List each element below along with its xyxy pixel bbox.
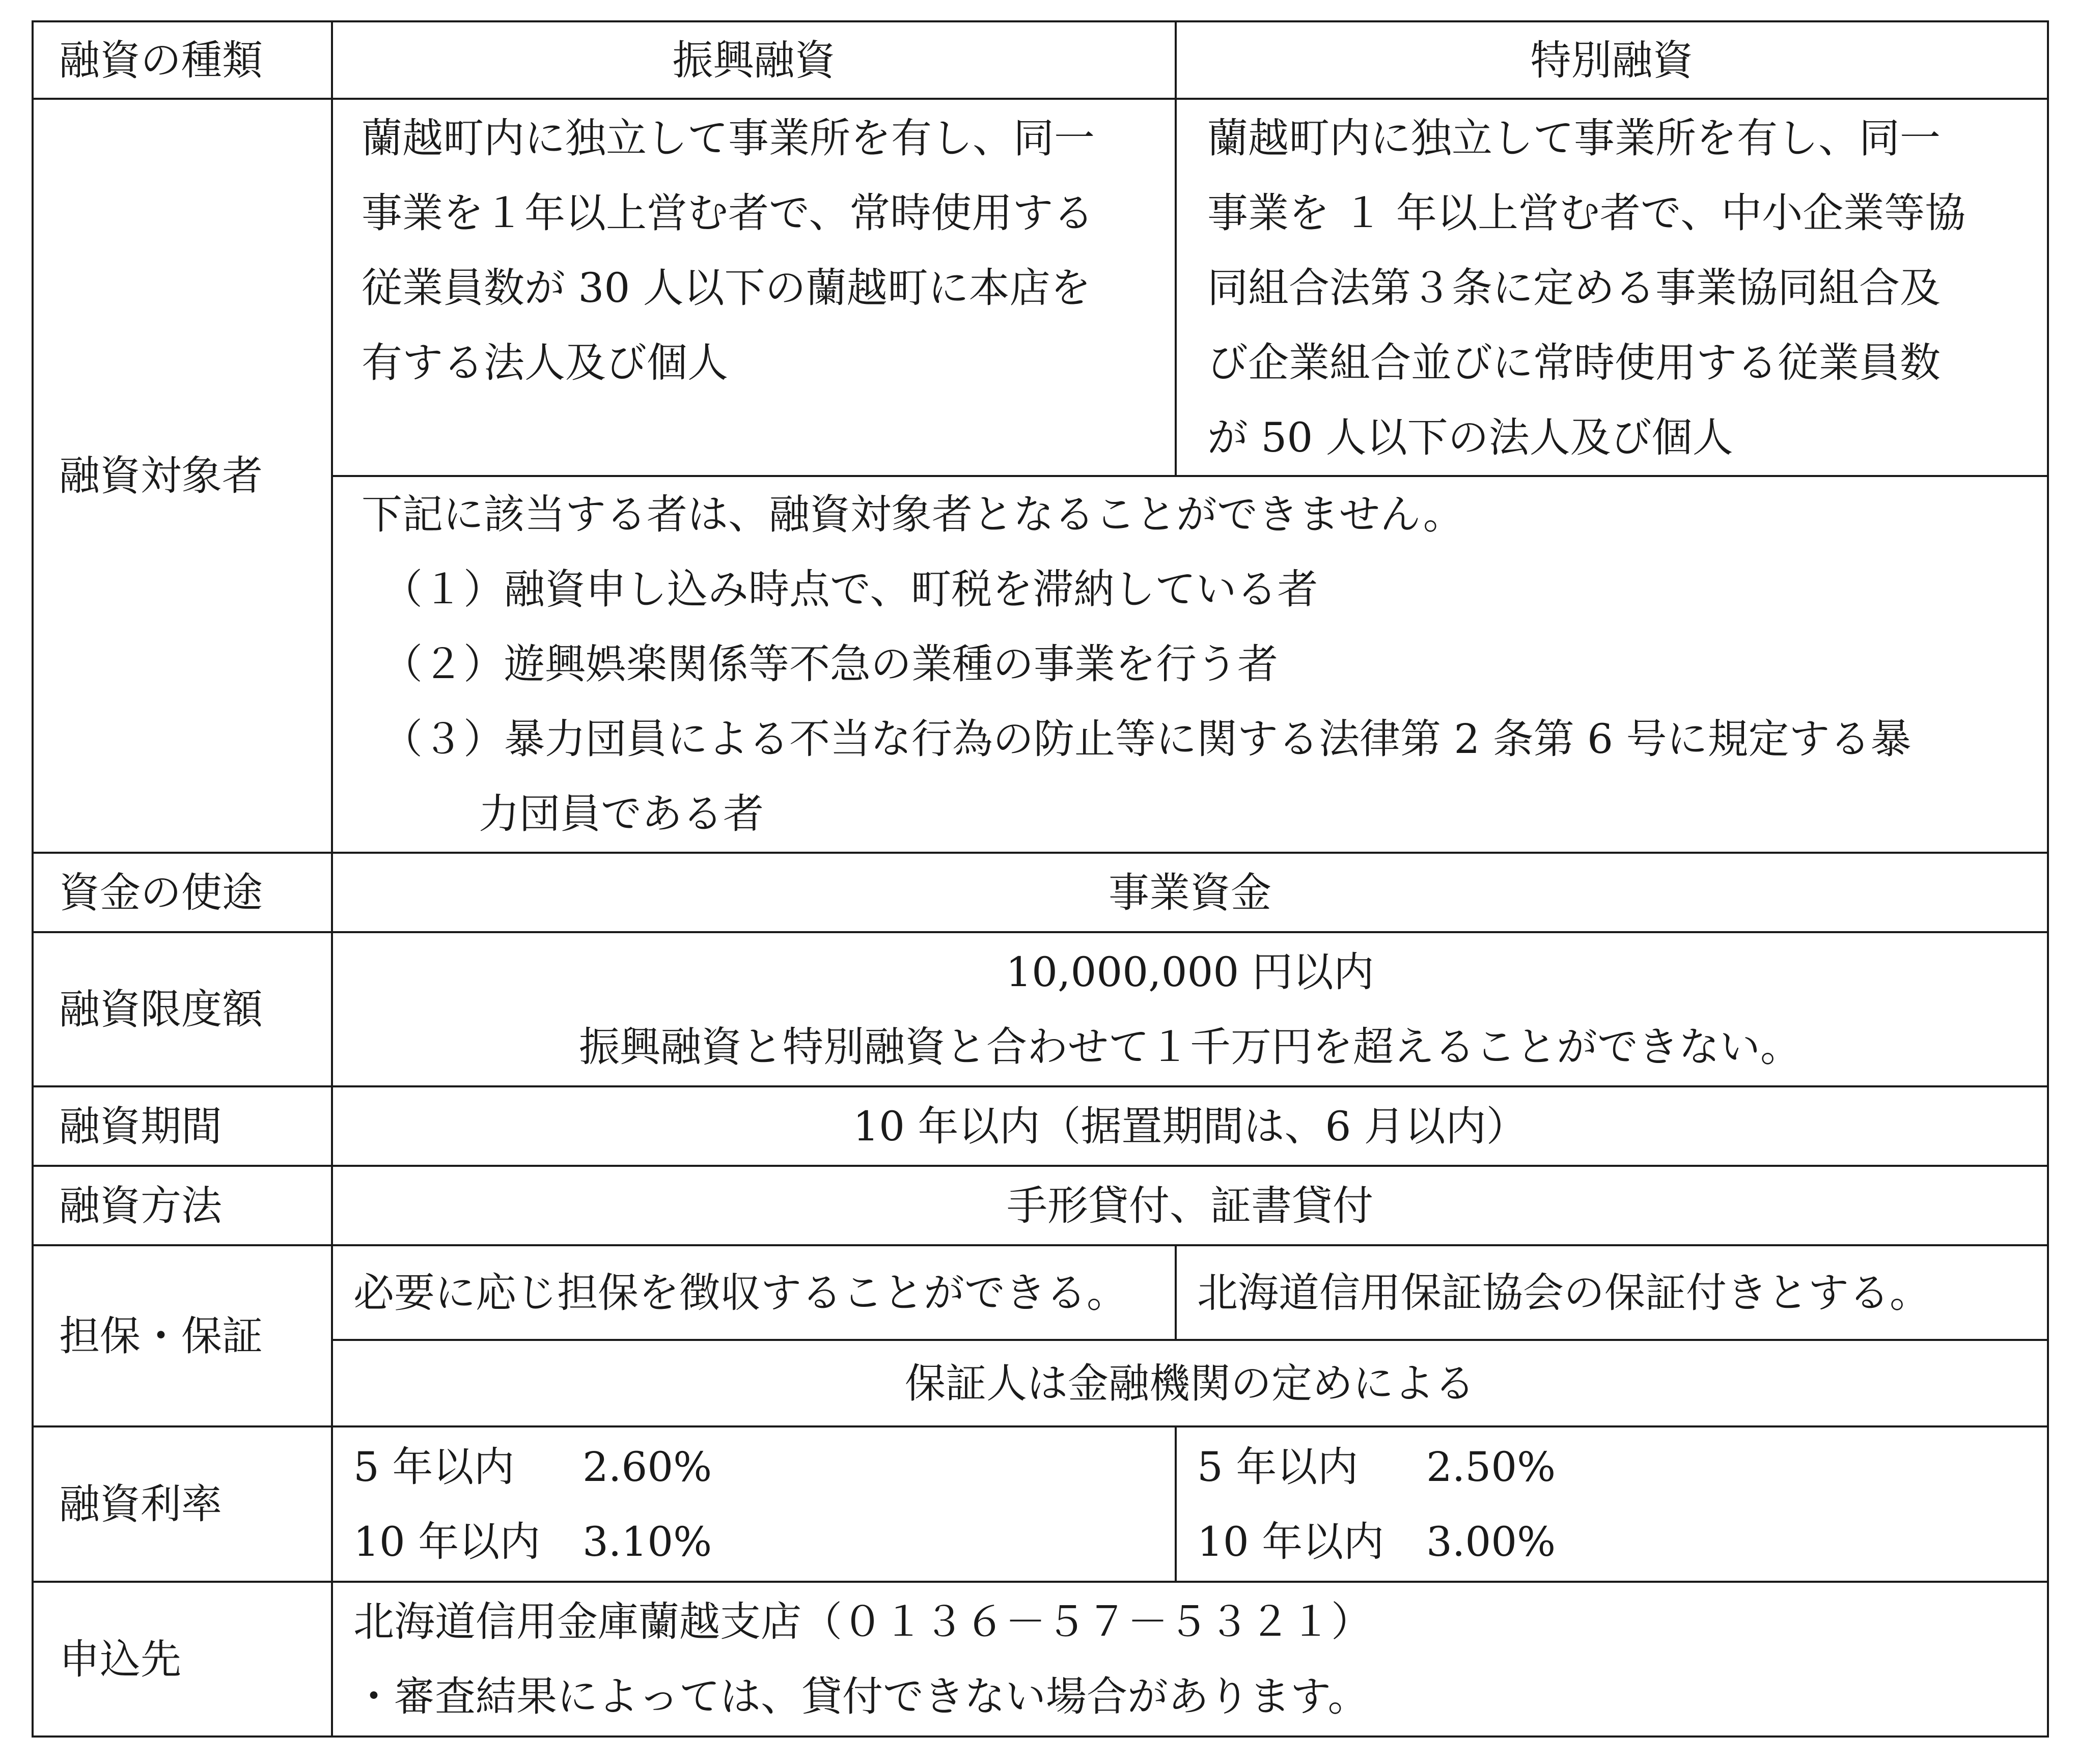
target-tokubetsu-cell (1176, 99, 2048, 476)
rate-row (33, 1426, 2048, 1582)
rate-shinko-term-1: 5 年以内 (353, 1443, 515, 1491)
target-exclusion-row (33, 476, 2048, 853)
method-value: 手形貸付、証書貸付 (332, 1166, 2048, 1245)
target-tokubetsu-line-2: 事業を １ 年以上営む者で、中小企業等協 (1207, 189, 1966, 237)
exclusion-item-2: （２）遊興娯楽関係等不急の業種の事業を行う者 (382, 640, 1278, 688)
limit-row (33, 932, 2048, 1086)
header-row (33, 21, 2048, 99)
target-label: 融資対象者 (33, 99, 332, 853)
collateral-row (33, 1245, 2048, 1340)
period-row (33, 1086, 2048, 1166)
rate-shinko-value-1: 2.60% (583, 1443, 712, 1491)
exclusion-item-1: （１）融資申し込み時点で、町税を滞納している者 (382, 566, 1318, 613)
target-shinko-line-3: 従業員数が 30 人以下の蘭越町に本店を (362, 264, 1091, 312)
target-shinko-line-1: 蘭越町内に独立して事業所を有し、同一 (362, 115, 1095, 162)
apply-cell (332, 1582, 2048, 1737)
exclusion-item-3-continued: 力団員である者 (479, 790, 764, 837)
method-label: 融資方法 (33, 1166, 332, 1245)
exclusion-intro: 下記に該当する者は、融資対象者となることができません。 (362, 491, 1464, 538)
rate-tokubetsu-line-2 (1197, 1504, 2016, 1579)
use-of-funds-row (33, 853, 2048, 932)
rate-shinko-cell (332, 1426, 1176, 1582)
target-row (33, 99, 2048, 476)
collateral-label: 担保・保証 (33, 1245, 332, 1426)
rate-tokubetsu-line-1 (1197, 1430, 2016, 1504)
limit-cell (332, 932, 2048, 1086)
collateral-shinko: 必要に応じ担保を徴収することができる。 (332, 1245, 1176, 1340)
apply-bank: 北海道信用金庫蘭越支店（０１３６－５７－５３２１） (353, 1598, 1372, 1645)
rate-tokubetsu-value-1: 2.50% (1426, 1443, 1556, 1491)
header-label: 融資の種類 (33, 21, 332, 99)
apply-note: ・審査結果によっては、貸付できない場合があります。 (353, 1673, 1369, 1720)
target-tokubetsu-line-3: 同組合法第３条に定める事業協同組合及 (1207, 264, 1941, 312)
rate-shinko-line-1 (353, 1430, 1144, 1504)
rate-tokubetsu-value-2: 3.00% (1426, 1518, 1556, 1565)
rate-tokubetsu-term-2: 10 年以内 (1197, 1518, 1384, 1565)
period-label: 融資期間 (33, 1086, 332, 1166)
collateral-tokubetsu: 北海道信用保証協会の保証付きとする。 (1176, 1245, 2048, 1340)
rate-shinko-value-2: 3.10% (583, 1518, 712, 1565)
target-shinko-line-4: 有する法人及び個人 (362, 339, 728, 386)
apply-label: 申込先 (33, 1582, 332, 1737)
loan-terms-table (32, 20, 2049, 1738)
rate-tokubetsu-cell (1176, 1426, 2048, 1582)
limit-amount: 10,000,000 円以内 (1006, 948, 1374, 996)
guarantor-row (33, 1340, 2048, 1426)
rate-label: 融資利率 (33, 1426, 332, 1582)
rate-tokubetsu-term-1: 5 年以内 (1197, 1443, 1359, 1491)
target-shinko-cell (332, 99, 1176, 476)
guarantor-value: 保証人は金融機関の定めによる (332, 1340, 2048, 1426)
rate-shinko-term-2: 10 年以内 (353, 1518, 541, 1565)
target-tokubetsu-line-5: が 50 人以下の法人及び個人 (1207, 414, 1733, 461)
apply-row (33, 1582, 2048, 1737)
use-of-funds-label: 資金の使途 (33, 853, 332, 932)
target-shinko-line-2: 事業を１年以上営む者で、常時使用する (362, 189, 1094, 237)
method-row (33, 1166, 2048, 1245)
exclusion-cell (332, 476, 2048, 853)
header-shinko: 振興融資 (332, 21, 1176, 99)
limit-note: 振興融資と特別融資と合わせて１千万円を超えることができない。 (579, 1023, 1801, 1071)
period-value: 10 年以内（据置期間は、6 月以内） (332, 1086, 2048, 1166)
target-tokubetsu-line-4: び企業組合並びに常時使用する従業員数 (1207, 339, 1941, 386)
header-tokubetsu: 特別融資 (1176, 21, 2048, 99)
limit-label: 融資限度額 (33, 932, 332, 1086)
rate-shinko-line-2 (353, 1504, 1144, 1579)
use-of-funds-value: 事業資金 (332, 853, 2048, 932)
exclusion-item-3: （３）暴力団員による不当な行為の防止等に関する法律第 2 条第 6 号に規定する暴 (382, 715, 1911, 763)
target-tokubetsu-line-1: 蘭越町内に独立して事業所を有し、同一 (1207, 115, 1941, 162)
